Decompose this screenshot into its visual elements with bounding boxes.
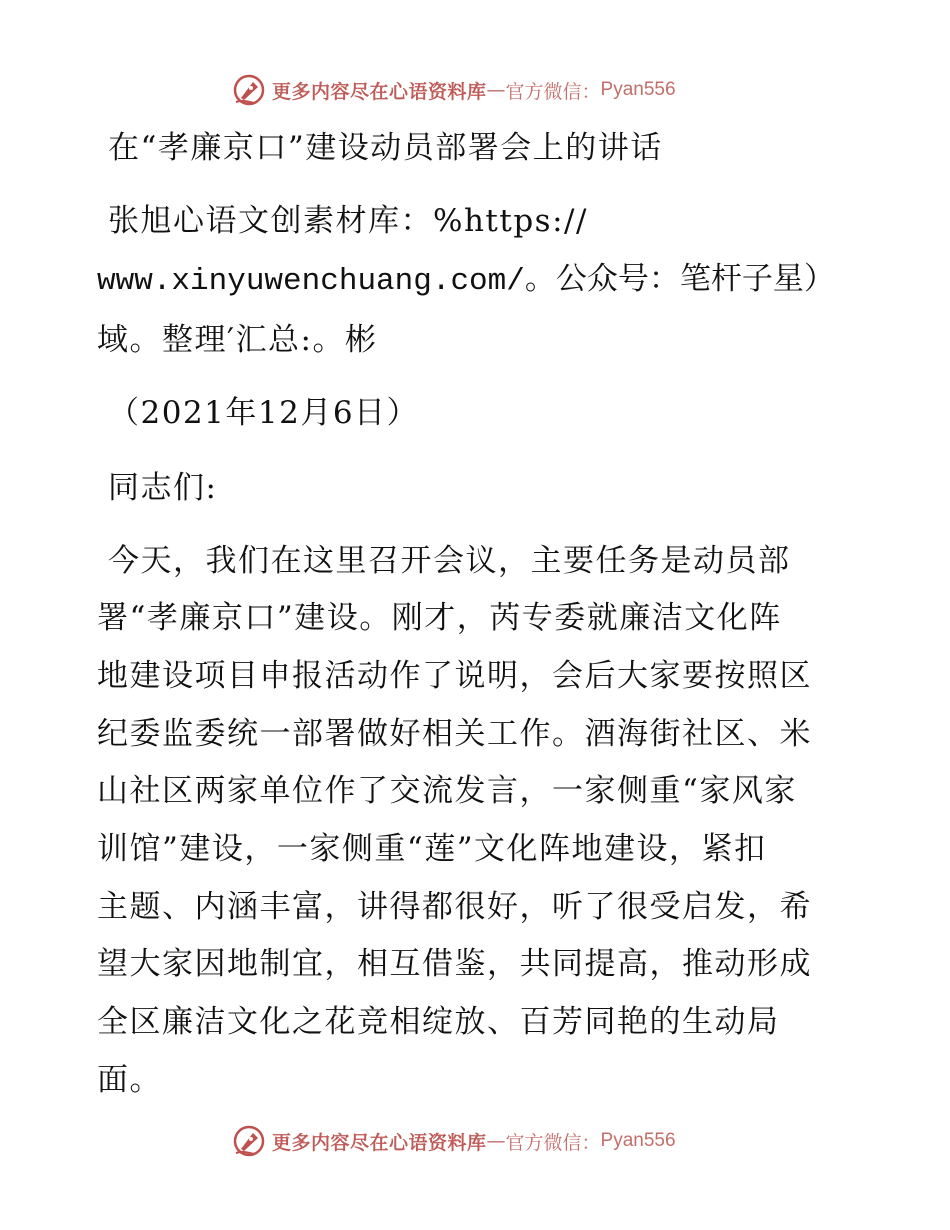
pen-nib-logo-icon [232,1124,266,1158]
salutation: 同志们: [108,470,218,506]
footer-banner [232,1124,676,1158]
pen-nib-logo-icon [232,73,266,107]
document-date: （2021年12月6日） [108,395,420,431]
banner-wechat-id: Pyan556 [600,1130,676,1151]
paragraph-line: 训馆”建设，一家侧重“莲”文化阵地建设，紧扣 [97,831,767,867]
banner-wechat-label: 官方微信： [505,80,601,103]
source-line-1: 张旭心语文创素材库：%https:// [108,203,588,239]
paragraph-line: 望大家因地制宜，相互借鉴，共同提高，推动形成 [97,946,812,982]
paragraph-line: 主题、内涵丰富，讲得都很好，听了很受启发，希 [97,889,812,925]
banner-title: 更多内容尽在心语资料库 [272,80,487,103]
paragraph-line: 地建设项目申报活动作了说明，会后大家要按照区 [97,658,812,694]
header-banner [232,73,676,107]
document-title: 在“孝廉京口”建设动员部署会上的讲话 [108,130,663,166]
banner-separator: — [486,1130,506,1152]
paragraph-line: 山社区两家单位作了交流发言，一家侧重“家风家 [97,773,797,809]
paragraph-line: 今天，我们在这里召开会议，主要任务是动员部 [108,543,791,579]
source-line-2: www.xinyuwenchuang.com/。公众号：笔杆子星） [97,264,835,299]
paragraph-line: 全区廉洁文化之花竞相绽放、百芳同艳的生动局 [97,1004,780,1040]
paragraph-line: 署“孝廉京口”建设。刚才，芮专委就廉洁文化阵 [97,600,782,636]
paragraph-line: 面。 [97,1062,162,1098]
paragraph-line: 纪委监委统一部署做好相关工作。酒海街社区、米 [97,716,812,752]
banner-separator: — [486,79,506,101]
banner-title: 更多内容尽在心语资料库 [272,1131,487,1154]
banner-wechat-id: Pyan556 [600,79,676,100]
banner-wechat-label: 官方微信： [505,1131,601,1154]
source-line-3: 域。整理′汇总:。彬 [97,322,378,358]
